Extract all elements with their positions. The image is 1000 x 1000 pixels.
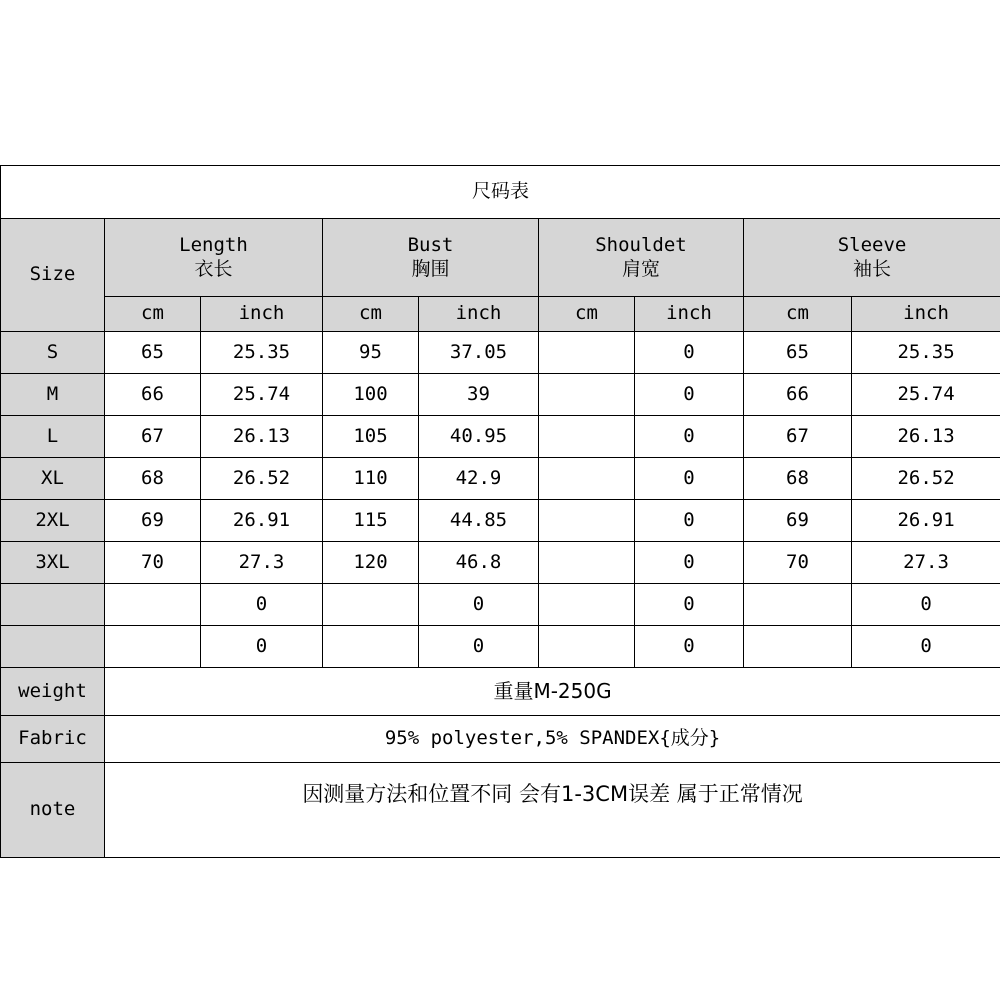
bust-header bbox=[323, 219, 539, 297]
measurement-cell: 26.91 bbox=[852, 500, 1000, 542]
unit-header: inch bbox=[635, 297, 744, 332]
measurement-cell: 0 bbox=[852, 584, 1000, 626]
measurement-cell: 26.52 bbox=[201, 458, 323, 500]
shoulder-header bbox=[539, 219, 744, 297]
table-row bbox=[1, 626, 1000, 668]
size-cell: L bbox=[1, 416, 105, 458]
note-value: 因测量方法和位置不同 会有1-3CM误差 属于正常情况 bbox=[105, 763, 1000, 858]
measurement-cell bbox=[539, 584, 635, 626]
size-chart-table bbox=[0, 165, 1000, 858]
unit-header: cm bbox=[744, 297, 852, 332]
chart-title: 尺码表 bbox=[1, 166, 1000, 219]
measurement-cell: 100 bbox=[323, 374, 419, 416]
note-label: note bbox=[1, 763, 105, 858]
measurement-cell: 0 bbox=[635, 332, 744, 374]
measurement-cell: 37.05 bbox=[419, 332, 539, 374]
measurement-cell bbox=[539, 374, 635, 416]
measurement-cell: 42.9 bbox=[419, 458, 539, 500]
table-row bbox=[1, 374, 1000, 416]
measurement-cell: 44.85 bbox=[419, 500, 539, 542]
length-header-en: Length bbox=[179, 233, 248, 256]
measurement-cell: 0 bbox=[852, 626, 1000, 668]
measurement-cell: 0 bbox=[635, 458, 744, 500]
table-row bbox=[1, 458, 1000, 500]
length-header bbox=[105, 219, 323, 297]
bust-header-zh: 胸围 bbox=[411, 257, 450, 280]
sleeve-header-zh: 袖长 bbox=[853, 257, 892, 280]
measurement-cell: 67 bbox=[105, 416, 201, 458]
measurement-cell bbox=[105, 626, 201, 668]
note-row bbox=[1, 763, 1000, 858]
measurement-cell bbox=[323, 626, 419, 668]
measurement-cell: 65 bbox=[105, 332, 201, 374]
size-cell bbox=[1, 626, 105, 668]
measurement-cell: 70 bbox=[744, 542, 852, 584]
size-cell: XL bbox=[1, 458, 105, 500]
table-row bbox=[1, 332, 1000, 374]
unit-header: inch bbox=[419, 297, 539, 332]
table-row bbox=[1, 416, 1000, 458]
measurement-cell: 65 bbox=[744, 332, 852, 374]
measurement-cell: 25.74 bbox=[201, 374, 323, 416]
measurement-cell: 69 bbox=[105, 500, 201, 542]
measurement-cell bbox=[539, 626, 635, 668]
measurement-cell bbox=[539, 416, 635, 458]
fabric-row bbox=[1, 716, 1000, 763]
measurement-cell: 25.35 bbox=[201, 332, 323, 374]
length-header-zh: 衣长 bbox=[194, 257, 233, 280]
bust-header-en: Bust bbox=[407, 233, 454, 256]
measurement-cell: 27.3 bbox=[852, 542, 1000, 584]
measurement-cell: 105 bbox=[323, 416, 419, 458]
table-row bbox=[1, 584, 1000, 626]
measurement-cell: 67 bbox=[744, 416, 852, 458]
unit-header: cm bbox=[105, 297, 201, 332]
measurement-cell bbox=[323, 584, 419, 626]
sleeve-header-en: Sleeve bbox=[837, 233, 907, 256]
measurement-cell: 26.13 bbox=[201, 416, 323, 458]
measurement-cell: 25.74 bbox=[852, 374, 1000, 416]
measurement-cell bbox=[744, 584, 852, 626]
size-cell: 3XL bbox=[1, 542, 105, 584]
unit-header: inch bbox=[201, 297, 323, 332]
table-row bbox=[1, 542, 1000, 584]
table-row bbox=[1, 500, 1000, 542]
measurement-cell: 0 bbox=[419, 584, 539, 626]
measurement-cell: 27.3 bbox=[201, 542, 323, 584]
sleeve-header bbox=[744, 219, 1000, 297]
measurement-cell: 70 bbox=[105, 542, 201, 584]
measurement-cell: 40.95 bbox=[419, 416, 539, 458]
measurement-cell: 26.13 bbox=[852, 416, 1000, 458]
measurement-cell: 0 bbox=[635, 542, 744, 584]
weight-row bbox=[1, 668, 1000, 716]
measurement-cell: 26.91 bbox=[201, 500, 323, 542]
measurement-cell: 66 bbox=[105, 374, 201, 416]
measurement-cell bbox=[539, 458, 635, 500]
measurement-cell: 46.8 bbox=[419, 542, 539, 584]
measurement-cell: 0 bbox=[201, 626, 323, 668]
shoulder-header-zh: 肩宽 bbox=[621, 257, 660, 280]
measurement-cell: 115 bbox=[323, 500, 419, 542]
measurement-cell: 25.35 bbox=[852, 332, 1000, 374]
measurement-cell: 68 bbox=[744, 458, 852, 500]
measurement-cell bbox=[539, 500, 635, 542]
size-cell bbox=[1, 584, 105, 626]
shoulder-header-en: Shouldet bbox=[595, 233, 687, 256]
measurement-cell: 0 bbox=[635, 626, 744, 668]
measurement-cell: 95 bbox=[323, 332, 419, 374]
measurement-cell bbox=[539, 542, 635, 584]
measurement-cell: 66 bbox=[744, 374, 852, 416]
size-header: Size bbox=[1, 219, 105, 332]
weight-label: weight bbox=[1, 668, 105, 716]
measurement-cell: 0 bbox=[635, 416, 744, 458]
size-cell: S bbox=[1, 332, 105, 374]
measurement-cell: 0 bbox=[635, 500, 744, 542]
measurement-cell bbox=[539, 332, 635, 374]
measurement-cell bbox=[105, 584, 201, 626]
fabric-value: 95% polyester,5% SPANDEX{成分} bbox=[105, 716, 1000, 763]
measurement-cell: 0 bbox=[635, 584, 744, 626]
fabric-label: Fabric bbox=[1, 716, 105, 763]
size-cell: 2XL bbox=[1, 500, 105, 542]
unit-header: cm bbox=[323, 297, 419, 332]
measurement-cell: 120 bbox=[323, 542, 419, 584]
size-cell: M bbox=[1, 374, 105, 416]
measurement-cell bbox=[744, 626, 852, 668]
measurement-cell: 39 bbox=[419, 374, 539, 416]
unit-header: inch bbox=[852, 297, 1000, 332]
weight-value: 重量M-250G bbox=[105, 668, 1000, 716]
measurement-cell: 68 bbox=[105, 458, 201, 500]
measurement-cell: 0 bbox=[201, 584, 323, 626]
measurement-cell: 0 bbox=[635, 374, 744, 416]
measurement-cell: 69 bbox=[744, 500, 852, 542]
measurement-cell: 0 bbox=[419, 626, 539, 668]
measurement-cell: 26.52 bbox=[852, 458, 1000, 500]
unit-header: cm bbox=[539, 297, 635, 332]
measurement-cell: 110 bbox=[323, 458, 419, 500]
